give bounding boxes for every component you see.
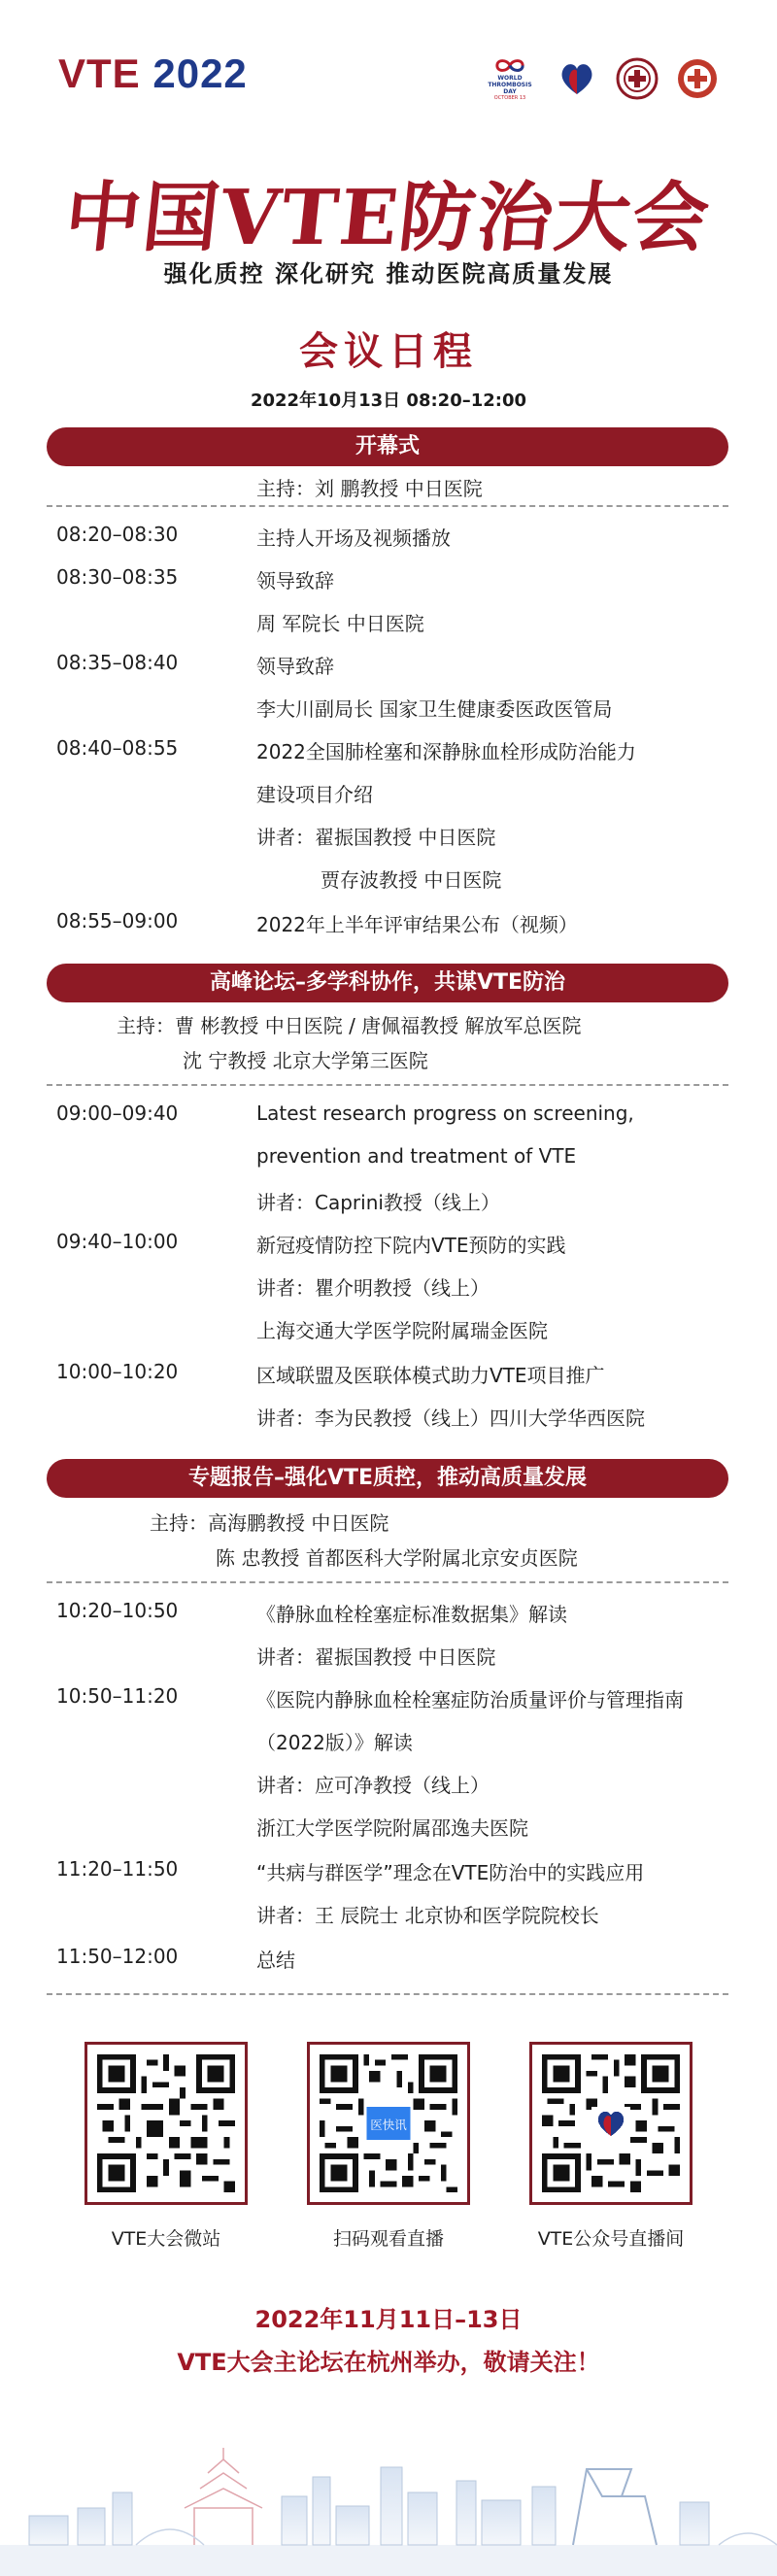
schedule-content: 新冠疫情防控下院内VTE预防的实践 <box>256 1234 566 1257</box>
section-host: 陈 忠教授 首都医科大学附属北京安贞医院 <box>216 1546 578 1570</box>
city-skyline-illustration <box>0 2399 777 2576</box>
hospital-seal-icon <box>616 57 659 100</box>
schedule-speaker: 讲者：瞿介明教授（线上） <box>256 1276 490 1300</box>
schedule-content: Latest research progress on screening, <box>256 1102 634 1125</box>
section-host: 主持：刘 鹏教授 中日医院 <box>256 477 483 500</box>
section-banner-opening: 开幕式 <box>47 427 728 466</box>
schedule-time: 08:40–08:55 <box>56 736 179 760</box>
qr-code-micro-site[interactable] <box>84 2042 248 2205</box>
section-host: 主持：曹 彬教授 中日医院 / 唐佩福教授 解放军总医院 <box>117 1014 582 1037</box>
main-event-date: 2022年11月11日–13日 <box>254 2306 523 2333</box>
schedule-speaker: 浙江大学医学院附属邵逸夫医院 <box>256 1816 528 1840</box>
qr-code-icon <box>320 2054 457 2192</box>
brand-vte: VTE <box>58 51 141 96</box>
schedule-content: 区域联盟及医联体模式助力VTE项目推广 <box>256 1364 605 1387</box>
schedule-content: 《医院内静脉血栓栓塞症防治质量评价与管理指南 <box>256 1688 684 1712</box>
section-host: 主持：高海鹏教授 中日医院 <box>150 1511 389 1535</box>
schedule-time: 08:55–09:00 <box>56 909 179 932</box>
schedule-speaker: 贾存波教授 中日医院 <box>321 868 502 892</box>
schedule-speaker: 讲者：Caprini教授（线上） <box>256 1191 500 1214</box>
schedule-time: 11:50–12:00 <box>56 1945 179 1968</box>
live-badge-text: 医快讯 <box>370 2118 407 2133</box>
schedule-speaker: 讲者：李为民教授（线上）四川大学华西医院 <box>256 1407 645 1430</box>
schedule-time: 08:30–08:35 <box>56 565 179 589</box>
world-thrombosis-day-logo <box>482 56 538 101</box>
schedule-speaker: 上海交通大学医学院附属瑞金医院 <box>256 1319 548 1342</box>
association-seal-icon <box>676 57 719 100</box>
schedule-time: 10:00–10:20 <box>56 1360 179 1383</box>
infinity-icon <box>489 56 531 75</box>
partner-logos <box>482 56 719 101</box>
qr-code-icon <box>97 2054 235 2192</box>
schedule-content: 《静脉血栓栓塞症标准数据集》解读 <box>256 1603 567 1626</box>
schedule-time: 08:35–08:40 <box>56 651 179 674</box>
heart-logo-icon <box>556 57 598 100</box>
schedule-content: 领导致辞 <box>256 569 334 593</box>
schedule-time: 08:20–08:30 <box>56 523 179 546</box>
schedule-content: 总结 <box>256 1949 295 1972</box>
schedule-time: 09:00–09:40 <box>56 1102 179 1125</box>
header <box>0 0 777 136</box>
schedule-time: 11:20–11:50 <box>56 1857 179 1881</box>
qr-label-live-stream: 扫码观看直播 <box>332 2228 444 2250</box>
brand-logo <box>58 51 248 97</box>
wtd-date: OCTOBER 13 <box>493 95 526 101</box>
conference-subtitle: 强化质控 深化研究 推动医院高质量发展 <box>163 260 614 288</box>
conference-title: 中国VTE防治大会 <box>60 174 716 262</box>
agenda-heading: 会议日程 <box>299 329 478 374</box>
schedule-content: 主持人开场及视频播放 <box>256 526 451 550</box>
divider <box>47 1581 728 1583</box>
brand-year: 2022 <box>152 51 248 96</box>
schedule-speaker: 讲者：翟振国教授 中日医院 <box>256 826 496 849</box>
schedule-content: 2022年上半年评审结果公布（视频） <box>256 913 578 936</box>
schedule-content-cont: 建设项目介绍 <box>256 783 373 806</box>
section-banner-forum: 高峰论坛–多学科协作，共谋VTE防治 <box>47 964 728 1002</box>
schedule-speaker: 周 军院长 中日医院 <box>256 612 424 635</box>
qr-code-live-stream[interactable] <box>307 2042 470 2205</box>
schedule-content: 领导致辞 <box>256 655 334 678</box>
agenda-date: 2022年10月13日 08:20–12:00 <box>250 390 527 411</box>
schedule-speaker: 讲者：应可净教授（线上） <box>256 1774 490 1797</box>
schedule-time: 10:50–11:20 <box>56 1684 179 1708</box>
divider <box>47 1993 728 1995</box>
qr-code-icon <box>542 2054 680 2192</box>
wtd-title: WORLD THROMBOSIS DAY <box>488 75 532 95</box>
section-host: 沈 宁教授 北京大学第三医院 <box>183 1049 428 1072</box>
divider <box>47 1084 728 1086</box>
schedule-speaker: 讲者：翟振国教授 中日医院 <box>256 1645 496 1669</box>
schedule-speaker: 李大川副局长 国家卫生健康委医政医管局 <box>256 697 613 721</box>
divider <box>47 505 728 507</box>
section-banner-report: 专题报告–强化VTE质控，推动高质量发展 <box>47 1459 728 1498</box>
schedule-time: 10:20–10:50 <box>56 1599 179 1622</box>
schedule-content-cont: prevention and treatment of VTE <box>256 1144 577 1168</box>
schedule-content: “共病与群医学”理念在VTE防治中的实践应用 <box>256 1861 645 1884</box>
qr-label-micro-site: VTE大会微站 <box>111 2228 221 2250</box>
schedule-content-cont: （2022版）》解读 <box>256 1731 413 1754</box>
qr-code-official-account[interactable] <box>529 2042 693 2205</box>
schedule-time: 09:40–10:00 <box>56 1230 179 1253</box>
qr-label-official-account: VTE公众号直播间 <box>537 2228 685 2250</box>
schedule-content: 2022全国肺栓塞和深静脉血栓形成防治能力 <box>256 740 636 763</box>
schedule-speaker: 讲者：王 辰院士 北京协和医学院院校长 <box>256 1904 599 1927</box>
main-event-note: VTE大会主论坛在杭州举办，敬请关注！ <box>177 2349 600 2376</box>
